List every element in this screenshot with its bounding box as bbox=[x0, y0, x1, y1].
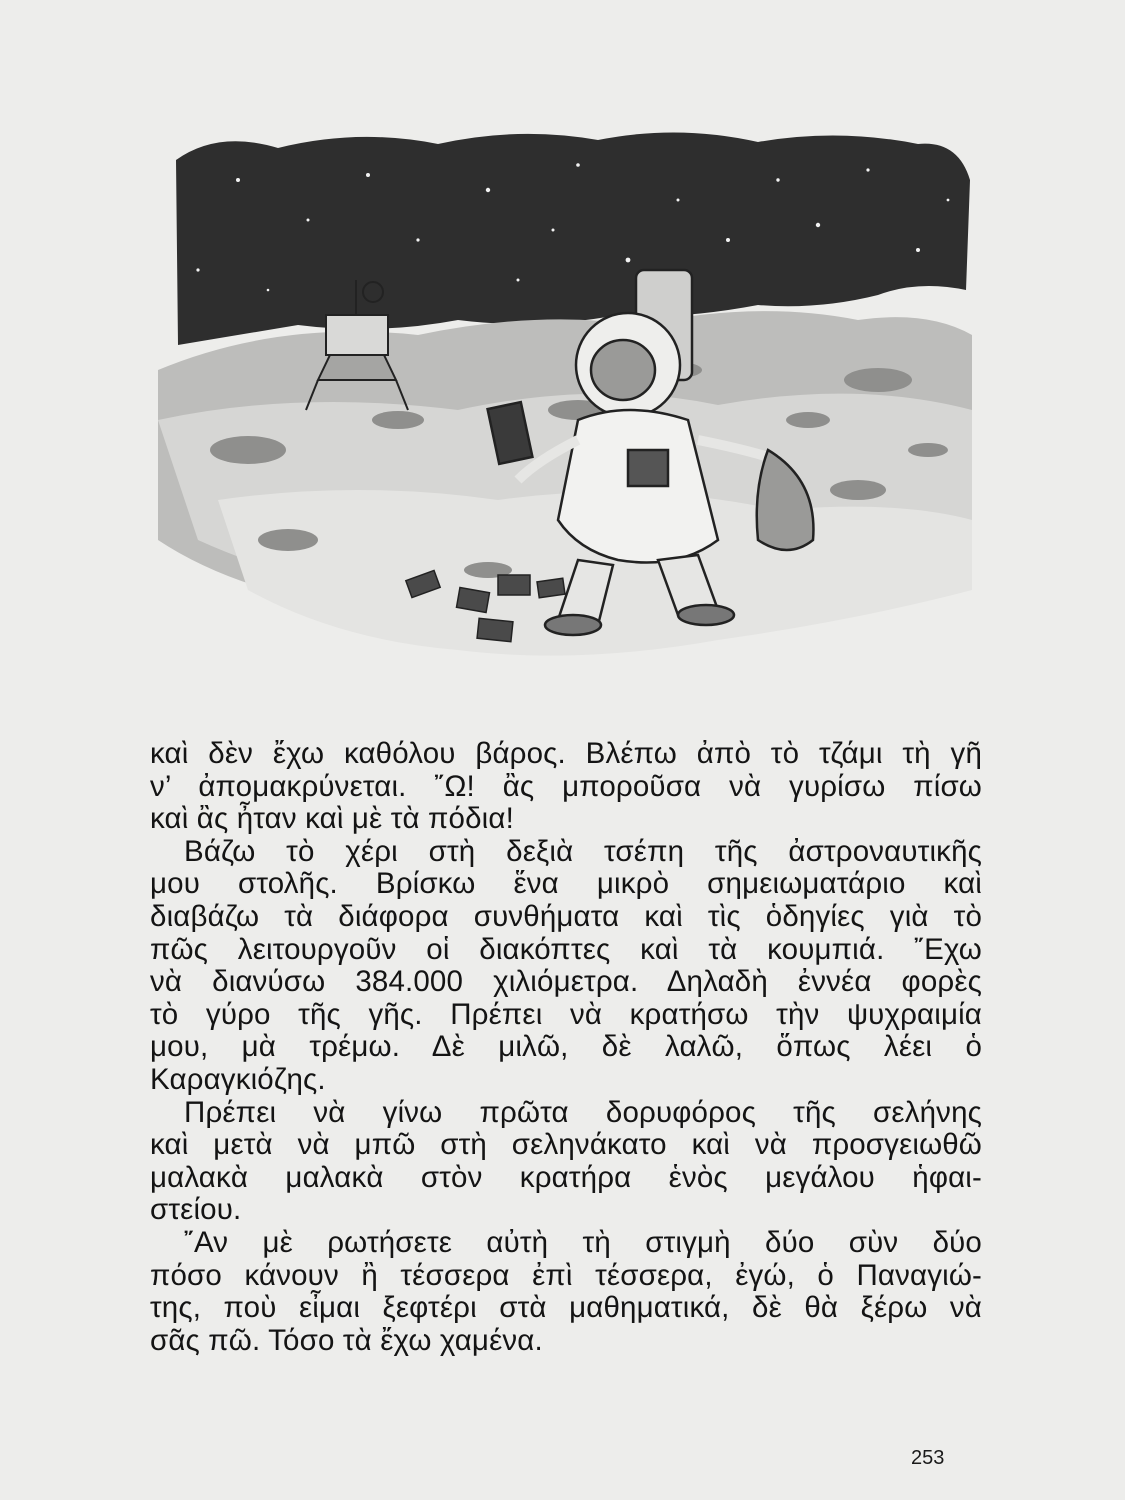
text-line: Καραγκιόζης. bbox=[150, 1062, 326, 1096]
text-line: στείου. bbox=[150, 1193, 242, 1227]
page-number: 253 bbox=[911, 1447, 945, 1469]
text-line: σᾶς πῶ. Τόσο τὰ ἔχω χαμένα. bbox=[150, 1323, 543, 1357]
text-line: καὶ ἂς ἦταν καὶ μὲ τὰ πόδια! bbox=[150, 802, 514, 836]
text-line: μαλακὰ μαλακὰ στὸν κρατήρα ἑνὸς μεγάλου ἡφαι- bbox=[150, 1160, 982, 1194]
paragraph-3 bbox=[150, 1097, 982, 1227]
illustration-svg bbox=[158, 120, 972, 665]
text-line: ῎Αν μὲ ρωτήσετε αὐτὴ τὴ στιγμὴ δύο σὺν δύο bbox=[184, 1225, 982, 1259]
text-line: καὶ μετὰ νὰ μπῶ στὴ σεληνάκατο καὶ νὰ προσγειωθῶ bbox=[150, 1128, 982, 1162]
text-line: τὸ γύρο τῆς γῆς. Πρέπει νὰ κρατήσω τὴν ψυχραιμία bbox=[150, 997, 982, 1031]
text-line: μου, μὰ τρέμω. Δὲ μιλῶ, δὲ λαλῶ, ὅπως λέει ὁ bbox=[150, 1030, 982, 1064]
text-line: ν’ ἀπομακρύνεται. ῎Ω! ἂς μποροῦσα νὰ γυρίσω πίσω bbox=[150, 769, 982, 803]
text-line: πόσο κάνουν ἢ τέσσερα ἐπὶ τέσσερα, ἐγώ, ὁ Παναγιώ- bbox=[150, 1258, 982, 1292]
text-line: καὶ δὲν ἔχω καθόλου βάρος. Βλέπω ἀπὸ τὸ τζάμι τὴ γῆ bbox=[150, 737, 982, 770]
text-line: διαβάζω τὰ διάφορα συνθήματα καὶ τὶς ὁδηγίες γιὰ τὸ bbox=[150, 899, 982, 933]
text-line: πῶς λειτουργοῦν οἱ διακόπτες καὶ τὰ κουμπιά. ῎Εχω bbox=[150, 932, 982, 966]
paragraph-4 bbox=[150, 1227, 982, 1357]
astronaut-on-moon-illustration bbox=[158, 120, 972, 665]
text-line: νὰ διανύσω 384.000 χιλιόμετρα. Δηλαδὴ ἐννέα φορὲς bbox=[150, 965, 982, 999]
body-text bbox=[150, 738, 982, 1357]
text-line: Βάζω τὸ χέρι στὴ δεξιὰ τσέπη τῆς ἀστροναυτικῆς bbox=[184, 834, 982, 868]
paragraph-2 bbox=[150, 836, 982, 1097]
text-line: μου στολῆς. Βρίσκω ἕνα μικρὸ σημειωματάριο καὶ bbox=[150, 867, 982, 901]
text-line: της, ποὺ εἶμαι ξεφτέρι στὰ μαθηματικά, δὲ θὰ ξέρω νὰ bbox=[150, 1291, 982, 1325]
text-line: Πρέπει νὰ γίνω πρῶτα δορυφόρος τῆς σελήνης bbox=[184, 1095, 982, 1129]
night-sky bbox=[176, 132, 970, 345]
paragraph-1 bbox=[150, 738, 982, 836]
